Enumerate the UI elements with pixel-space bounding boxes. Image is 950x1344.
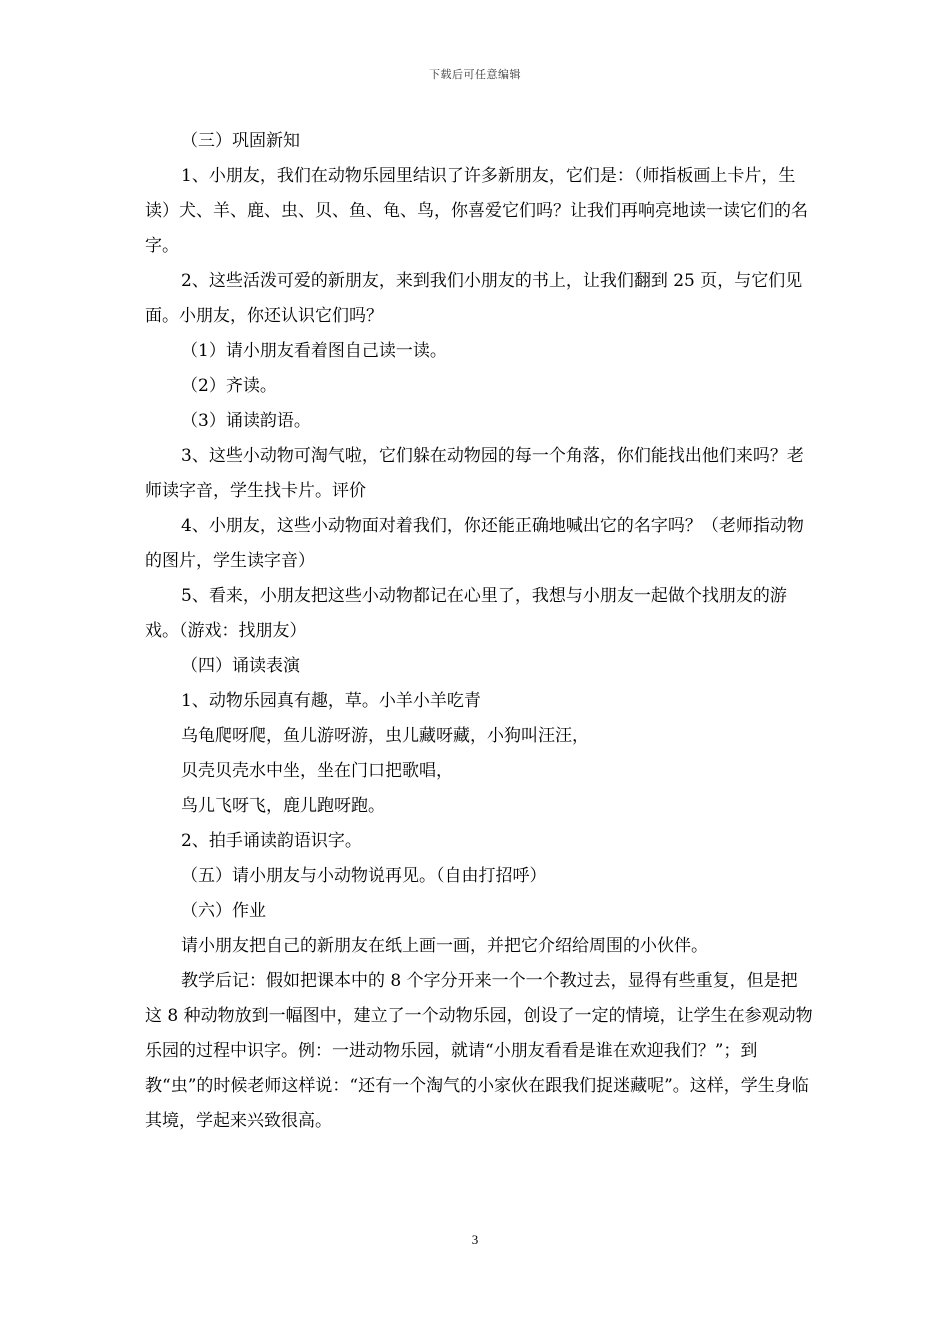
verse-line: 乌龟爬呀爬，鱼儿游呀游，虫儿藏呀藏，小狗叫汪汪，: [181, 726, 589, 746]
paragraph: 1、小朋友，我们在动物乐园里结识了许多新朋友，它们是：（师指板画上卡片，生读）犬、羊、鹿、虫、贝、鱼、龟、鸟，你喜爱它们吗？让我们再响亮地读一读它们的名字。: [145, 166, 808, 256]
section-heading: （六）作业: [181, 901, 266, 921]
paragraph: 2、拍手诵读韵语识字。: [181, 831, 362, 851]
section-heading: （三）巩固新知: [181, 131, 300, 151]
paragraph: 2、这些活泼可爱的新朋友，来到我们小朋友的书上，让我们翻到 25 页，与它们见面。小朋友，你还认识它们吗？: [145, 271, 803, 326]
page-header: 下载后可任意编辑: [429, 68, 521, 81]
paragraph: 请小朋友把自己的新朋友在纸上画一画，并把它介绍给周围的小伙伴。: [181, 936, 708, 956]
paragraph: 1、动物乐园真有趣，草。小羊小羊吃青: [181, 691, 481, 711]
paragraph: 3、这些小动物可淘气啦，它们躲在动物园的每一个角落，你们能找出他们来吗？老师读字音，学生找卡片。评价: [145, 446, 804, 501]
paragraph: 5、看来，小朋友把这些小动物都记在心里了，我想与小朋友一起做个找朋友的游戏。（游戏：找朋友）: [145, 586, 787, 641]
verse-line: 贝壳贝壳水中坐，坐在门口把歌唱，: [181, 761, 453, 781]
verse-line: 鸟儿飞呀飞，鹿儿跑呀跑。: [181, 796, 385, 816]
list-item: （3）诵读韵语。: [181, 411, 311, 431]
paragraph: 4、小朋友，这些小动物面对着我们，你还能正确地喊出它的名字吗？（老师指动物的图片，学生读字音）: [145, 516, 804, 571]
list-item: （1）请小朋友看着图自己读一读。: [181, 341, 447, 361]
section-heading: （五）请小朋友与小动物说再见。（自由打招呼）: [181, 866, 547, 886]
section-heading: （四）诵读表演: [181, 656, 300, 676]
paragraph: 教学后记：假如把课本中的 8 个字分开来一个一个教过去，显得有些重复，但是把这 8 种动物放到一幅图中，建立了一个动物乐园，创设了一定的情境，让学生在参观动物乐园的过程中识字。例：一进动物乐园，就请“小朋友看看是谁在欢迎我们？”；到教“虫”的时候老师这样说：“还有一个淘气的小家伙在跟我们捉迷藏呢”。这样，学生身临其境，学起来兴致很高。: [145, 971, 813, 1131]
document-body: [145, 124, 813, 1139]
page-number: 3: [471, 1232, 479, 1247]
list-item: （2）齐读。: [181, 376, 277, 396]
